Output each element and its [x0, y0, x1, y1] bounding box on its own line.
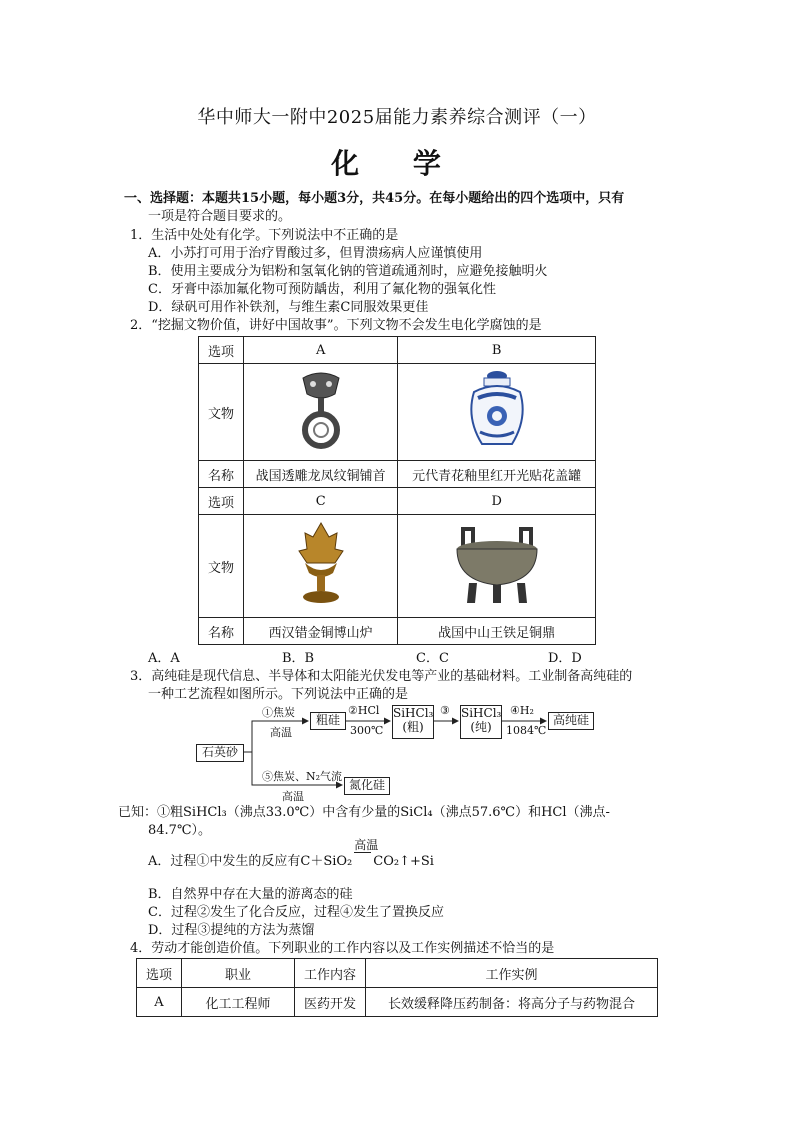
subject-title: 化 学 — [331, 147, 463, 180]
q3-option-a-suffix: CO₂↑+Si — [373, 854, 434, 869]
q4-header-example: 工作实例 — [366, 959, 658, 988]
q4-header-option: 选项 — [137, 959, 182, 988]
flow-sihcl3-pure — [460, 705, 502, 739]
flow-sihcl3-crude-formula: SiHCl₃ — [393, 706, 434, 720]
q3-option-c: C．过程②发生了化合反应，过程④发生了置换反应 — [148, 905, 444, 920]
flow-step4-bottom: 1084℃ — [506, 724, 547, 737]
section-instruction-line-2: 一项是符合题目要求的。 — [148, 209, 292, 224]
flow-sihcl3-pure-note: (纯) — [470, 720, 492, 734]
q3-stem-2: 一种工艺流程如图所示。下列说法中正确的是 — [148, 687, 409, 702]
q1-option-d: D．绿矾可用作补铁剂，与维生素C同服效果更佳 — [148, 300, 429, 315]
flow-step4-top: ④H₂ — [510, 704, 534, 717]
q4-row-a-content: 医药开发 — [295, 988, 366, 1017]
q2-stem: 2．“挖掘文物价值，讲好中国故事”。下列文物不会发生电化学腐蚀的是 — [130, 318, 542, 333]
name-b: 元代青花釉里红开光贴花盖罐 — [398, 461, 596, 488]
q1-option-a: A．小苏打可用于治疗胃酸过多，但胃溃疡病人应谨慎使用 — [148, 246, 483, 261]
name-header-2: 名称 — [199, 618, 244, 645]
q1-option-c: C．牙膏中添加氟化物可预防龋齿，利用了氟化物的强氧化性 — [148, 282, 496, 297]
name-d: 战国中山王铁足铜鼎 — [398, 618, 596, 645]
q3-option-d: D．过程③提纯的方法为蒸馏 — [148, 923, 315, 938]
q1-option-b: B．使用主要成分为铝粉和氢氧化钠的管道疏通剂时，应避免接触明火 — [148, 264, 548, 279]
option-header-2: 选项 — [199, 488, 244, 515]
flow-step2-top: ②HCl — [348, 704, 380, 717]
name-c: 西汉错金铜博山炉 — [244, 618, 398, 645]
q2-answer-d: D．D — [548, 651, 582, 666]
flow-sihcl3-crude-note: (粗) — [402, 720, 424, 734]
flow-crude-silicon: 粗硅 — [310, 712, 346, 730]
q3-option-b: B．自然界中存在大量的游离态的硅 — [148, 887, 353, 902]
flow-step5-bottom: 高温 — [282, 790, 304, 803]
flow-step3-top: ③ — [440, 704, 450, 717]
q2-answer-b: B．B — [282, 651, 315, 666]
q2-answer-a: A．A — [148, 651, 180, 666]
flow-sihcl3-pure-formula: SiHCl₃ — [461, 706, 502, 720]
flow-step1-bottom: 高温 — [270, 726, 292, 739]
exam-title: 华中师大一附中2025届能力素养综合测评（一） — [197, 107, 597, 128]
reaction-arrow — [354, 838, 379, 871]
q3-known-1: 已知：①粗SiHCl₃（沸点33.0℃）中含有少量的SiCl₄（沸点57.6℃）和HCl（沸点- — [118, 805, 610, 820]
relic-header-1: 文物 — [199, 364, 244, 461]
relic-header-2: 文物 — [199, 515, 244, 618]
flow-sihcl3-crude — [392, 705, 434, 739]
flow-pure-silicon: 高纯硅 — [548, 712, 594, 730]
q3-stem-1: 3．高纯硅是现代信息、半导体和太阳能光伏发电等产业的基础材料。工业制备高纯硅的 — [130, 669, 633, 684]
q4-header-content: 工作内容 — [295, 959, 366, 988]
flow-step1-top: ①焦炭 — [262, 706, 295, 719]
flow-quartz-sand: 石英砂 — [196, 744, 244, 762]
q3-option-a-prefix: A．过程①中发生的反应有C＋SiO₂ — [148, 854, 353, 869]
q1-stem: 1．生活中处处有化学。下列说法中不正确的是 — [130, 228, 399, 243]
q4-row-a-career: 化工工程师 — [182, 988, 295, 1017]
q3-option-a — [148, 838, 434, 871]
q4-header-career: 职业 — [182, 959, 295, 988]
q4-row-a-option: A — [137, 988, 182, 1017]
careers-table — [136, 958, 658, 1017]
q4-row-a-example: 长效缓释降压药制备：将高分子与药物混合 — [366, 988, 658, 1017]
flow-step5-top: ⑤焦炭、N₂气流 — [262, 770, 343, 783]
option-header-1: 选项 — [199, 337, 244, 364]
option-d-cell: D — [398, 488, 596, 515]
name-header-1: 名称 — [199, 461, 244, 488]
reaction-condition: 高温 — [354, 838, 379, 852]
flow-step2-bottom: 300℃ — [350, 724, 384, 737]
section-instruction-line-1: 一、选择题：本题共15小题，每小题3分，共45分。在每小题给出的四个选项中，只有 — [124, 191, 625, 206]
q3-known-2: 84.7℃）。 — [148, 823, 211, 838]
option-b-cell: B — [398, 337, 596, 364]
option-a-cell: A — [244, 337, 398, 364]
q4-stem: 4．劳动才能创造价值。下列职业的工作内容以及工作实例描述不恰当的是 — [130, 941, 555, 956]
name-a: 战国透雕龙凤纹铜铺首 — [244, 461, 398, 488]
q2-answer-c: C．C — [416, 651, 449, 666]
option-c-cell: C — [244, 488, 398, 515]
flow-silicon-nitride: 氮化硅 — [344, 777, 390, 795]
